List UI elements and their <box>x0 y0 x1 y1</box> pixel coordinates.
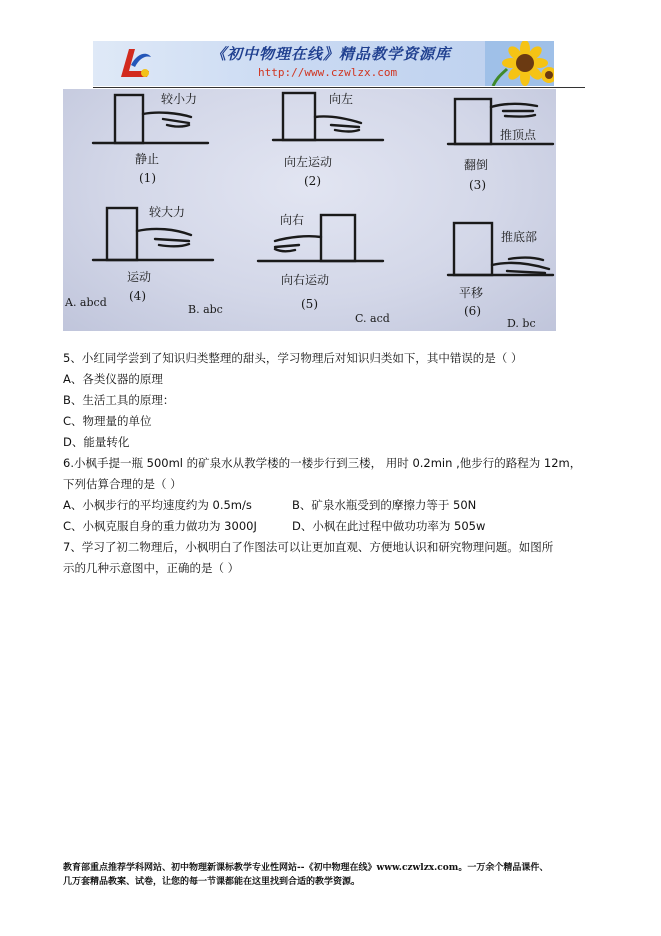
q6-stem-line2: 下列估算合理的是（ ） <box>63 477 182 491</box>
state-label-1: 静止 <box>135 152 160 166</box>
panel-number-3: (3) <box>469 178 486 192</box>
panel-number-5: (5) <box>301 297 318 311</box>
hand-icon-1 <box>143 113 191 127</box>
hand-icon-2 <box>315 116 361 131</box>
footer-line2: 几万套精品教案、试卷，让您的每一节课都能在这里找到合适的教学资源。 <box>63 877 361 887</box>
panel-number-1: (1) <box>139 171 156 185</box>
force-label-1: 较小力 <box>161 92 198 106</box>
state-label-3: 翻倒 <box>464 158 489 172</box>
panel-number-6: (6) <box>464 304 481 318</box>
q7-stem-line2: 示的几种示意图中，正确的是（ ） <box>63 561 240 575</box>
q7-stem-line1: 7、学习了初二物理后，小枫明白了作图法可以让更加直观、方便地认识和研究物理问题。如图所 <box>63 540 554 554</box>
force-label-4: 较大力 <box>149 205 186 219</box>
header-rule <box>93 87 585 88</box>
state-label-5: 向右运动 <box>281 273 330 287</box>
q5-option-c: C、物理量的单位 <box>63 414 152 428</box>
state-label-4: 运动 <box>127 270 152 284</box>
footer-line1: 教育部重点推荐学科网站、初中物理新课标教学专业性网站--《初中物理在线》www.czwlzx.com。一万余个精品课件、 <box>63 863 549 873</box>
block-2 <box>283 93 315 140</box>
q5-stem: 5、小红同学尝到了知识归类整理的甜头，学习物理后对知识归类如下，其中错误的是（ ） <box>63 351 523 365</box>
block-1 <box>115 95 143 143</box>
block-3 <box>455 99 491 144</box>
panel-number-4: (4) <box>129 289 146 303</box>
state-label-6: 平移 <box>459 286 484 300</box>
force-label-3: 推顶点 <box>500 128 537 142</box>
block-5 <box>321 215 355 261</box>
panel-number-2: (2) <box>304 174 321 188</box>
header-banner <box>93 41 554 86</box>
hand-icon-4 <box>137 229 191 246</box>
q6-option-c: C、小枫克服自身的重力做功为 3000J <box>63 519 257 533</box>
force-label-5: 向右 <box>280 213 305 227</box>
force-label-2: 向左 <box>329 92 354 106</box>
site-logo-icon <box>115 43 153 83</box>
banner-url[interactable]: http://www.czwlzx.com <box>258 66 398 79</box>
q6-option-a: A、小枫步行的平均速度约为 0.5m/s <box>63 498 252 512</box>
q5-option-d: D、能量转化 <box>63 435 130 449</box>
force-label-6: 推底部 <box>501 230 538 244</box>
block-6 <box>454 223 492 275</box>
block-4 <box>107 208 137 260</box>
hand-icon-3 <box>491 104 537 117</box>
sunflower-icon <box>485 41 554 86</box>
q5-option-b: B、生活工具的原理： <box>63 393 175 407</box>
q6-stem-line1: 6.小枫手提一瓶 500ml 的矿泉水从教学楼的一楼步行到三楼， 用时 0.2min ,他步行的路程为 12m， <box>63 456 582 470</box>
q6-option-d: D、小枫在此过程中做功功率为 505w <box>292 519 486 533</box>
hand-icon-5 <box>275 236 321 251</box>
physics-figure <box>63 89 556 331</box>
figure-choice-d: D. bc <box>507 317 536 330</box>
state-label-2: 向左运动 <box>284 155 333 169</box>
banner-title: 《初中物理在线》精品教学资源库 <box>211 45 452 63</box>
hand-icon-6 <box>492 258 549 273</box>
figure-choice-b: B. abc <box>188 303 223 316</box>
q5-option-a: A、各类仪器的原理 <box>63 372 163 386</box>
figure-choice-a: A. abcd <box>65 296 107 309</box>
q6-option-b: B、矿泉水瓶受到的摩擦力等于 50N <box>292 498 477 512</box>
figure-choice-c: C. acd <box>355 312 390 325</box>
